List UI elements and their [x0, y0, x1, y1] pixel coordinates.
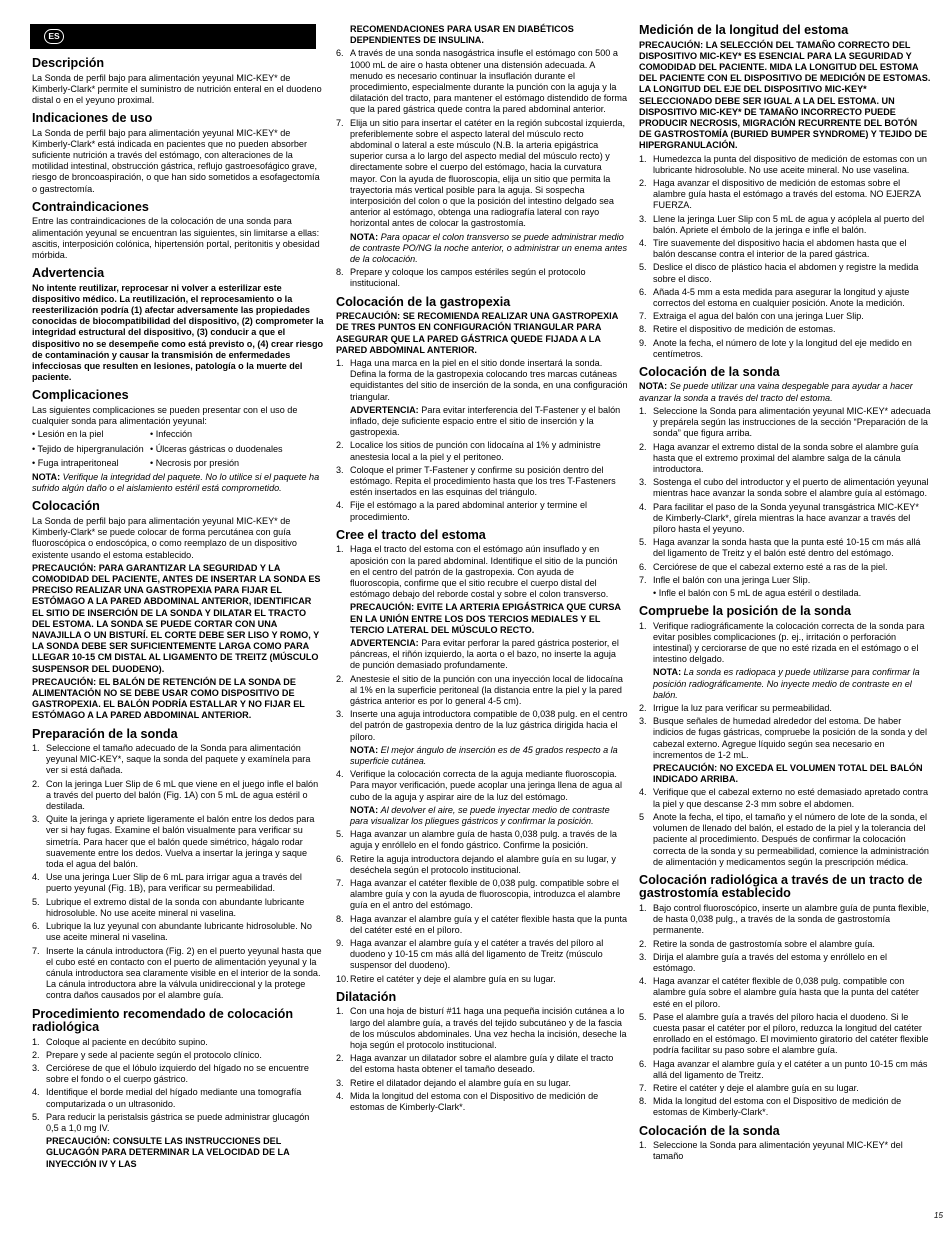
list-item: 4. Use una jeringa Luer Slip de 6 mL para irrigar agua a través del puerto yeyunal (Fig. 1B), para verificar su permeabilidad. [32, 872, 302, 894]
note-colon: NOTA: Para opacar el colon transverso se puede administrar medio de contraste PO/NG la noche anterior, o administrar un enema antes de la colocación. [350, 231, 628, 265]
precaucion-glucagon-cont: RECOMENDACIONES PARA USAR EN DIABÉTICOS DEPENDIENTES DE INSULINA. [350, 24, 574, 46]
list-item: 1. Verifique radiográficamente la colocación correcta de la sonda para evitar posibles complicaciones (p. ej., irritación o perforación intestinal) y cerciorarse de que no esté rizada en el estómago o el intestino delgado. [639, 620, 925, 665]
note-angulo: NOTA: El mejor ángulo de inserción es de 45 grados respecto a la superficie cutánea. [350, 744, 618, 766]
list-item: 8. Prepare y coloque los campos estériles según el protocolo institucional. [336, 267, 586, 289]
list-item: 9. Anote la fecha, el número de lote y la longitud del eje medido en centímetros. [639, 337, 912, 359]
list-item: 5. Haga avanzar la sonda hasta que la punta esté 10-15 cm más allá del ligamento de Treitz y el balón esté dentro del estómago. [639, 537, 921, 559]
heading-tracto: Cree el tracto del estoma [336, 527, 486, 542]
list-item: 1. Seleccione la Sonda para alimentación yeyunal MIC-KEY* del tamaño [639, 1140, 903, 1162]
complicaciones-list [32, 429, 324, 469]
list-item: 6. Retire la aguja introductora dejando el alambre guía en su lugar, y deséchela según el protocolo institucional. [336, 853, 616, 875]
precaucion-glucagon: PRECAUCIÓN: CONSULTE LAS INSTRUCCIONES DEL GLUCAGÓN PARA DETERMINAR LA VELOCIDAD DE LA INYECCIÓN IV Y LAS [46, 1136, 290, 1169]
heading-indicaciones: Indicaciones de uso [32, 111, 153, 126]
list-item: 2. Haga avanzar un dilatador sobre el alambre guía y dilate el tracto del estoma hasta obtener el tamaño deseado. [336, 1053, 614, 1075]
language-badge: ES [44, 29, 64, 44]
compruebe-steps-4-5 [639, 787, 931, 867]
procedimiento-step-8 [336, 267, 628, 289]
text-indicaciones: La Sonda de perfil bajo para alimentación yeyunal MIC-KEY* de Kimberly-Clark* está indicada en pacientes que no pueden absorber suficiente nutrición a través del estómago, con alteraciones de la motilidad intestinal, obstrucción gástrica, reflujo gastroesofágico grave, riesgo de broncoaspiración, o que han sido sometidos a esofagectomía o gastrectomía. [32, 127, 320, 194]
list-item: 4. Verifique que el cabezal externo no esté demasiado apretado contra la piel y que descanse 2-3 mm sobre el abdomen. [639, 787, 929, 809]
text-contraindicaciones: Entre las contraindicaciones de la colocación de una sonda para alimentación yeyunal se encuentran las siguientes, sin limitarse a ellas: ascitis, interposición colónica, hipertensión portal, peritonitis y obesidad mórbida. [32, 216, 320, 260]
list-item: 8. Haga avanzar el alambre guía y el catéter flexible hasta que la punta del catéter esté en el píloro. [336, 913, 628, 935]
procedimiento-steps [32, 1037, 324, 1135]
list-item: 1. Seleccione la Sonda para alimentación yeyunal MIC-KEY* adecuada y prepárela según las instrucciones de la sección “Preparación de la sonda” que figura arriba. [639, 405, 931, 439]
list-item: 8. Mida la longitud del estoma con el Dispositivo de medición de estomas de Kimberly-Clark*. [639, 1096, 902, 1118]
radiologica-steps [639, 903, 931, 1119]
text-colocacion: La Sonda de perfil bajo para alimentación yeyunal MIC-KEY* de Kimberly-Clark* se puede colocar de forma percutánea con guía fluoroscópica o endoscópica, o como reemplazo de un dispositivo existente usando el estoma establecido. [32, 515, 297, 560]
colocacion-sonda-steps [639, 406, 931, 586]
list-item: 4. Para facilitar el paso de la Sonda yeyunal transgástrica MIC-KEY* de Kimberly-Clark*, gírela mientras la hace avanzar a través del píloro hasta el yeyuno. [639, 501, 919, 534]
list-item: 9. Haga avanzar el alambre guía y el catéter a través del píloro al duodeno y 10-15 cm más allá del ligamento de Treitz (músculo suspensor del duodeno). [336, 938, 604, 971]
list-item: 4. Haga avanzar el catéter flexible de 0,038 pulg. compatible con alambre guía sobre el alambre guía hasta que la punta del catéter esté en el píloro. [639, 976, 919, 1009]
list-item: 5. Deslice el disco de plástico hacia el abdomen y registre la medida sobre el disco. [639, 262, 919, 284]
list-item: 1. Humedezca la punta del dispositivo de medición de estomas con un lubricante hidrosoluble. No use aceite mineral. No use vaselina. [639, 153, 927, 175]
text-complicaciones: Las siguientes complicaciones se pueden presentar con el uso de cualquier sonda para alimentación yeyunal: [32, 404, 298, 427]
advertencia-gastropexia: ADVERTENCIA: Para evitar interferencia del T-Fastener y el balón inflado, deje suficiente espacio entre el sitio de inserción y la gastropexia. [350, 404, 621, 438]
list-item: 4. Identifique el borde medial del hígado mediante una tomografía computarizada o un ultrasonido. [32, 1087, 302, 1109]
precaucion-medicion: PRECAUCIÓN: LA SELECCIÓN DEL TAMAÑO CORRECTO DEL DISPOSITIVO MIC-KEY* ES ESENCIAL PARA LA SEGURIDAD Y COMODIDAD DEL PACIENTE. MIDA LA LONGITUD DEL ESTOMA DEL PACIENTE CON EL DISPOSITIVO DE MEDICIÓN DE ESTOMAS. LA LONGITUD DEL EJE DEL DISPOSITIVO MIC-KEY* SELECCIONADO DEBE SER IGUAL A LA DEL ESTOMA. UN DISPOSITIVO MIC-KEY* DE TAMAÑO INCORRECTO PUEDE PRODUCIR NECROSIS, MIGRACIÓN RECURRENTE DEL BOTÓN DE GASTROSTOMÍA (BURIED BUMPER SYNDROME) Y TEJIDO DE HIPERGRANULACIÓN. [639, 39, 931, 151]
heading-compruebe: Compruebe la posición de la sonda [639, 604, 852, 619]
list-item: 7. Inserte la cánula introductora (Fig. 2) en el puerto yeyunal hasta que el cubo esté en contacto con el puerto de alimentación yeyunal y la cánula introductora sea claramente visible en el interior de la sonda. La cánula introductora abre la válvula unidireccional y la protege contra daños causados por el alambre guía. [32, 945, 322, 1001]
compruebe-steps [639, 621, 931, 666]
heading-complicaciones: Complicaciones [32, 388, 129, 403]
heading-descripcion: Descripción [32, 56, 105, 70]
heading-dilatacion: Dilatación [336, 989, 397, 1004]
list-item: 3. Coloque el primer T-Fastener y confirme su posición dentro del estómago. Repita el procedimiento hasta que los tres T-Fasteners estén insertados en las esquinas del triángulo. [336, 464, 616, 498]
list-item: 6. Lubrique la luz yeyunal con abundante lubricante hidrosoluble. No use aceite mineral ni vaselina. [32, 921, 312, 943]
list-item: • Úlceras gástricas o duodenales [150, 444, 320, 455]
list-item: • Tejido de hipergranulación [32, 444, 150, 455]
precaucion-gastropexia: PRECAUCIÓN: SE RECOMIENDA REALIZAR UNA GASTROPEXIA DE TRES PUNTOS EN CONFIGURACIÓN TRIANGULAR PARA ASEGURAR QUE LA PARED GÁSTRICA QUEDE FIJADA A LA PARED ABDOMINAL ANTERIOR. [336, 311, 618, 355]
list-item: 3. Sostenga el cubo del introductor y el puerto de alimentación yeyunal mientras hace avanzar la sonda sobre el alambre guía al estómago. [639, 477, 929, 499]
list-item: 7. Elija un sitio para insertar el catéter en la región subcostal izquierda, preferiblemente sobre el aspecto lateral del músculo recto abdominal o lateral a este músculo (N.B. la arteria epigástrica superior cursa a lo largo del aspecto medial del músculo recto) y directamente sobre el cuerpo del estómago, hacia la curvatura mayor. Con la ayuda de fluoroscopia, elija un sitio que permita la trayectoria más vertical posible para la aguja. Si sospecha interposición del colon o que la posición del intestino delgado sea anterior al estómago, obtenga una radiografía lateral con rayo horizontal antes de colocar la gastrostomía. [336, 117, 625, 229]
tracto-steps-2-3 [336, 674, 628, 743]
tracto-step-4 [336, 769, 628, 803]
list-item: 2. Prepare y sede al paciente según el protocolo clínico. [32, 1049, 262, 1060]
page-number: 15 [934, 1211, 943, 1220]
dilatacion-steps [336, 1006, 628, 1113]
list-item: 1. Con una hoja de bisturí #11 haga una pequeña incisión cutánea a lo largo del alambre guía, a través del tejido subcutáneo y de la fascia de los músculos abdominales. Una vez hecha la incisión, deseche la hoja según el protocolo institucional. [336, 1006, 627, 1050]
heading-gastropexia: Colocación de la gastropexia [336, 294, 511, 309]
list-item: 1. Haga una marca en la piel en el sitio donde insertará la sonda. Defina la forma de la gastropexia colocando tres marcas cutáneas equidistantes del sitio de inserción de la sonda, en una configuración triangular. [336, 357, 628, 402]
note-radiopaca: NOTA: La sonda es radiopaca y puede utilizarse para confirmar la posición radiográficamente. No inyecte medio de contraste en el balón. [653, 667, 920, 700]
list-item: 3. Quite la jeringa y apriete ligeramente el balón entre los dedos para ver si hay fugas. Examine el balón visualmente para verificar su simetría. Para hacer que el balón quede simétrico, hágalo rodar suavemente entre los dedos. Vuelva a insertar la jeringa y saque toda el agua del balón. [32, 814, 315, 870]
column-left [32, 24, 324, 1172]
preparacion-steps [32, 743, 324, 1001]
list-item: 1. Haga el tracto del estoma con el estómago aún insuflado y en aposición con la pared abdominal. Identifique el sitio de la punción en el centro del patrón de la gastropexia. Con ayuda de fluoroscopia, confirme que el sitio recubre el cuerpo distal del estómago debajo del reborde costal y sobre el colon transverso. [336, 544, 618, 600]
list-item: 3. Llene la jeringa Luer Slip con 5 mL de agua y acóplela al puerto del balón. Apriete el émbolo de la jeringa e infle el balón. [639, 213, 925, 235]
advertencia-tracto: ADVERTENCIA: Para evitar perforar la pared gástrica posterior, el páncreas, el riñón izquierdo, la aorta o el bazo, no inserte la aguja de punción demasiado profundamente. [350, 637, 619, 671]
list-item: 1. Coloque al paciente en decúbito supino. [32, 1036, 208, 1047]
list-item: • Lesión en la piel [32, 429, 150, 440]
list-item: 2. Con la jeringa Luer Slip de 6 mL que viene en el juego infle el balón a través del puerto del balón (Fig. 1A) con 5 mL de agua estéril o destilada. [32, 778, 319, 812]
list-item: • Necrosis por presión [150, 458, 320, 469]
compruebe-steps-2-3 [639, 703, 931, 761]
list-item: 4. Mida la longitud del estoma con el Dispositivo de medición de estomas de Kimberly-Clark*. [336, 1090, 599, 1112]
list-item: 2. Anestesie el sitio de la punción con una inyección local de lidocaína al 1% en la superficie peritoneal (la distancia entre la piel y la pared gástrica anterior es por lo general 4-5 cm). [336, 673, 623, 706]
list-item: 6. Añada 4-5 mm a esta medida para asegurar la longitud y ajuste correctos del estoma en cualquier posición. Anote la medición. [639, 286, 910, 308]
list-item: 5. Para reducir la peristalsis gástrica se puede administrar glucagón 0,5 a 1,0 mg IV. [32, 1111, 310, 1133]
list-item: 8. Retire el dispositivo de medición de estomas. [639, 324, 836, 335]
procedimiento-steps-cont [336, 48, 628, 229]
heading-procedimiento: Procedimiento recomendado de colocación radiológica [32, 1006, 294, 1035]
gastropexia-steps-rest [336, 440, 628, 522]
precaucion-colocacion-1: PRECAUCIÓN: PARA GARANTIZAR LA SEGURIDAD Y LA COMODIDAD DEL PACIENTE, ANTES DE INSERTAR LA SONDA ES PRECISO REALIZAR UNA GASTROPEXIA PARA FIJAR EL ESTÓMAGO A LA PARED ABDOMINAL ANTERIOR, IDENTIFICAR EL SITIO DE INSERCIÓN DE LA SONDA Y DILATAR EL TRACTO DEL ESTOMA. LA SONDA SE PUEDE CORTAR CON UNA NAVAJILLA O UN BISTURÍ. EL CORTE DEBE SER LISO Y ROMO, Y LA SONDA DEBE SER SUFICIENTEMENTE LARGA COMO PARA LLEGAR 10-15 CM DISTAL AL LIGAMENTO DE TREITZ (MÚSCULO SUSPENSOR DEL DUODENO). [32, 562, 321, 674]
list-item: 2. Haga avanzar el dispositivo de medición de estomas sobre el alambre guía hasta el estómago a través del estoma. NO EJERZA FUERZA. [639, 177, 921, 211]
heading-contraindicaciones: Contraindicaciones [32, 199, 149, 214]
list-item: 2. Localice los sitios de punción con lidocaína al 1% y administre anestesia local a la piel y el peritoneo. [336, 440, 601, 462]
list-item: 7. Infle el balón con una jeringa Luer Slip. [639, 574, 811, 585]
list-item: 7. Retire el catéter y deje el alambre guía en su lugar. [639, 1082, 859, 1093]
list-item: 6. Cerciórese de que el cabezal externo esté a ras de la piel. [639, 561, 888, 572]
list-item: 2. Irrigue la luz para verificar su permeabilidad. [639, 703, 832, 714]
list-item: 2. Retire la sonda de gastrostomía sobre el alambre guía. [639, 938, 875, 949]
list-item: 3. Busque señales de humedad alrededor del estoma. De haber indicios de fugas gástricas, compruebe la posición de la sonda y del cabezal externo. Agregue líquido según sea necesario en incrementos de 1-2 mL. [639, 716, 927, 760]
list-item: 3. Cerciórese de que el lóbulo izquierdo del hígado no se encuentre sobre el fondo o el cuerpo gástrico. [32, 1062, 309, 1085]
tracto-steps [336, 544, 628, 600]
heading-colocacion-sonda: Colocación de la sonda [639, 364, 780, 379]
list-item: 2. Haga avanzar el extremo distal de la sonda sobre el alambre guía hasta que el extremo proximal del alambre salga de la cánula introductora. [639, 441, 919, 474]
note-complicaciones: NOTA: Verifique la integridad del paquete. No lo utilice si el paquete ha sufrido algún daño o el aislamiento estéril está comprometido. [32, 471, 320, 494]
list-item: 5. Pase el alambre guía a través del píloro hacia el duodeno. Si le cuesta pasar el catéter por el píloro, reduzca la longitud del catéter enrollado en el estómago. El movimiento giratorio del catéter flexible podría facilitar su paso sobre el alambre guía. [639, 1011, 929, 1056]
list-item: 5 Anote la fecha, el tipo, el tamaño y el número de lote de la sonda, el volumen de llenado del balón, el estado de la piel y la tolerancia del paciente al procedimiento. Después de confirmar la colocación correcta de la sonda y su permeabilidad, comience la administración de alimentación y medicamentos según la prescripción médica. [639, 811, 929, 867]
list-item: 4. Fije el estómago a la pared abdominal anterior y termine el procedimiento. [336, 500, 588, 522]
heading-colocacion: Colocación [32, 499, 100, 514]
column-middle [336, 24, 628, 1115]
colocacion-final-steps [639, 1140, 931, 1162]
list-item: 4. Tire suavemente del dispositivo hacia el abdomen hasta que el balón descanse contra el interior de la pared gástrica. [639, 237, 907, 260]
list-item: 7. Extraiga el agua del balón con una jeringa Luer Slip. [639, 311, 864, 322]
gastropexia-steps [336, 358, 628, 403]
list-item: 3. Retire el dilatador dejando el alambre guía en su lugar. [336, 1077, 571, 1088]
list-item: 4. Verifique la colocación correcta de la aguja mediante fluoroscopia. Para mayor verificación, puede acoplar una jeringa llena de agua al cubo de la aguja y aspirar aire de la luz del estómago. [336, 769, 622, 802]
list-item: 10. Retire el catéter y deje el alambre guía en su lugar. [336, 973, 556, 984]
note-vaina: NOTA: Se puede utilizar una vaina despegable para ayudar a hacer avanzar la sonda a través del tracto del estoma. [639, 381, 913, 403]
tracto-steps-rest [336, 829, 628, 985]
heading-preparacion: Preparación de la sonda [32, 726, 178, 741]
list-item: • Fuga intraperitoneal [32, 458, 150, 469]
precaucion-volumen: PRECAUCIÓN: NO EXCEDA EL VOLUMEN TOTAL DEL BALÓN INDICADO ARRIBA. [653, 763, 923, 785]
list-item: 1. Bajo control fluoroscópico, inserte un alambre guía de punta flexible, de hasta 0,038 pulg., a través de la sonda de gastrostomía permanente. [639, 902, 930, 936]
text-advertencia: No intente reutilizar, reprocesar ni volver a esterilizar este dispositivo médico. La reutilización, el reprocesamiento o la reesterilización podría (1) afectar adversamente las propiedades conocidas de biocompatibilidad del dispositivo, (2) comprometer la integridad estructural del dispositivo, (3) conducir a que el dispositivo no se desempeñe como está previsto o, (4) crear riesgo de contaminación y causar la transmisión de enfermedades infecciosas que resulten en lesiones, patología o la muerte del paciente. [32, 282, 324, 383]
precaucion-tracto: PRECAUCIÓN: EVITE LA ARTERIA EPIGÁSTRICA QUE CURSA EN LA UNIÓN ENTRE LOS DOS TERCIOS MEDIALES Y EL TERCIO LATERAL DEL MÚSCULO RECTO. [350, 602, 621, 635]
heading-radiologica: Colocación radiológica a través de un tracto de gastrostomía establecido [639, 872, 923, 901]
text-descripcion: La Sonda de perfil bajo para alimentación yeyunal MIC-KEY* de Kimberly-Clark* permite el suministro de nutrición enteral en el duodeno distal o en el yeyuno proximal. [32, 72, 322, 105]
list-item: 1. Seleccione el tamaño adecuado de la Sonda para alimentación yeyunal MIC-KEY*, saque la sonda del paquete y examínela para ver si está dañada. [32, 743, 311, 776]
precaucion-colocacion-2: PRECAUCIÓN: EL BALÓN DE RETENCIÓN DE LA SONDA DE ALIMENTACIÓN NO SE DEBE USAR COMO DISPOSITIVO DE GASTROPEXIA. EL BALÓN PODRÍA ESTALLAR Y NO FIJAR EL ESTÓMAGO A LA PARED ABDOMINAL ANTERIOR. [32, 676, 305, 721]
heading-medicion: Medición de la longitud del estoma [639, 23, 849, 37]
list-item: 6. Haga avanzar el alambre guía y el catéter a un punto 10-15 cm más allá del ligamento de Treitz. [639, 1058, 928, 1080]
language-header-bar [30, 24, 316, 49]
list-item: • Infección [150, 429, 320, 440]
sub-bullet-infle: • Infle el balón con 5 mL de agua estéril o destilada. [639, 588, 931, 599]
list-item: 5. Lubrique el extremo distal de la sonda con abundante lubricante hidrosoluble. No use aceite mineral ni vaselina. [32, 896, 305, 918]
note-aire: NOTA: Al devolver el aire, se puede inyectar medio de contraste para visualizar los pliegues gástricos y confirmar la posición. [350, 804, 610, 826]
list-item: 3. Inserte una aguja introductora compatible de 0,038 pulg. en el centro del patrón de gastropexia dentro de la luz gástrica dirigida hacia el píloro. [336, 709, 628, 742]
list-item: 6. A través de una sonda nasogástrica insufle el estómago con 500 a 1000 mL de aire o hasta obtener una distensión adecuada. A menudo es necesario continuar la insuflación durante el procedimiento, especialmente durante la punción con la aguja y la dilatación del tracto, para mantener el estómago distendido de forma que la pared gástrica quede contra la pared abdominal anterior. [336, 48, 628, 115]
heading-advertencia: Advertencia [32, 266, 105, 281]
list-item: 7. Haga avanzar el catéter flexible de 0,038 pulg. compatible sobre el alambre guía y con la ayuda de fluoroscopia, introduzca el alambre guía en el antro del estómago. [336, 878, 621, 911]
list-item: 5. Haga avanzar un alambre guía de hasta 0,038 pulg. a través de la aguja y enróllelo en el fondo gástrico. Confirme la posición. [336, 829, 617, 851]
list-item: 3. Dirija el alambre guía a través del estoma y enróllelo en el estómago. [639, 951, 888, 973]
column-right [639, 24, 931, 1164]
heading-colocacion-final: Colocación de la sonda [639, 1123, 780, 1138]
medicion-steps [639, 154, 931, 360]
